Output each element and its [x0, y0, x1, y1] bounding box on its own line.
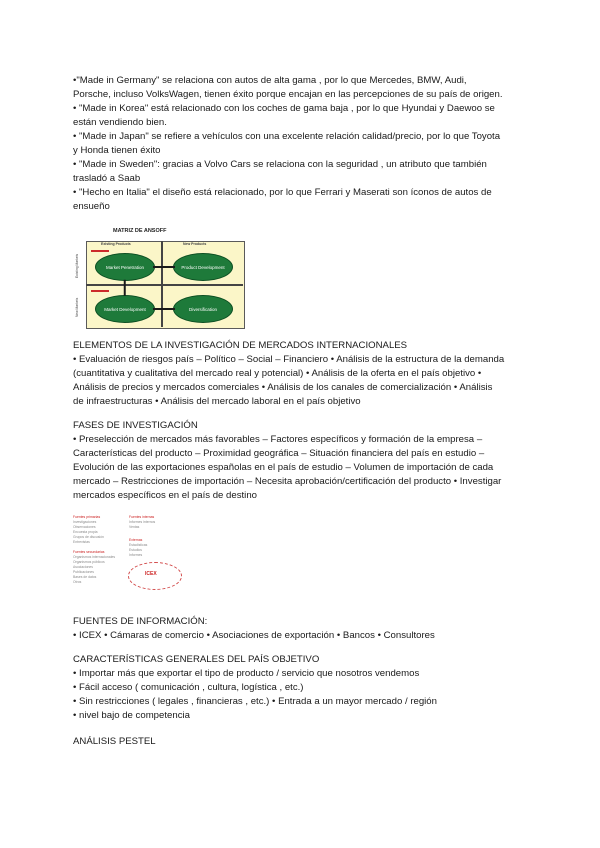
section-line: mercado – Restricciones de importación – Necesita aprobación/certificación del producto • Investigar [73, 476, 502, 487]
figure-item: Estadísticas [129, 543, 148, 547]
figure-item: Bases de datos [73, 575, 97, 579]
figure-item: Organismos públicos [73, 560, 105, 564]
intro-line: ensueño [73, 201, 110, 212]
intro-line: • "Hecho en Italia" el diseño está relacionado, por lo que Ferrari y Maserati son íconos de autos de [73, 187, 492, 198]
figure-item: Otros [73, 580, 82, 584]
section-elementos [73, 339, 533, 409]
ansoff-divider-v [161, 241, 163, 327]
section-line: (cuantitativa y cualitativa del mercado real y potencial) • Análisis de la oferta en el país objetivo • [73, 368, 482, 379]
figure-item: Grupos de discusión [73, 535, 104, 539]
section-line: Análisis de precios y mercados comerciales • Análisis de los canales de comercialización • Análisis [73, 382, 493, 393]
section-line: • ICEX • Cámaras de comercio • Asociaciones de exportación • Bancos • Consultores [73, 630, 435, 641]
figure-item: Entrevistas [73, 540, 90, 544]
figure-item: Observaciones [73, 525, 96, 529]
section-heading: FASES DE INVESTIGACIÓN [73, 420, 198, 431]
ansoff-matrix-figure [73, 226, 245, 329]
section-line: Características del producto – Proximidad geográfica – Situación financiera del país en estudio – [73, 448, 485, 459]
figure-item: Investigaciones [73, 520, 97, 524]
intro-line: • "Made in Korea" está relacionado con los coches de gama baja , por lo que Hyundai y Daewoo se [73, 103, 495, 114]
ansoff-divider-h [86, 284, 243, 286]
section-line: Evolución de las exportaciones españolas en el país de estudio – Volumen de importación de cada [73, 462, 494, 473]
intro-line: y Honda tienen éxito [73, 145, 161, 156]
figure-item: Publicaciones [73, 570, 94, 574]
intro-paragraph [73, 74, 533, 214]
ansoff-arrow [153, 266, 175, 268]
document-page [73, 74, 533, 749]
ansoff-col-existing: Existing Products [101, 242, 131, 246]
section-heading: ELEMENTOS DE LA INVESTIGACIÓN DE MERCADOS INTERNACIONALES [73, 340, 408, 351]
ansoff-red-marker [91, 250, 109, 252]
section-line: mercados específicos en el país de destino [73, 490, 257, 501]
intro-line: están vendiendo bien. [73, 117, 167, 128]
section-line: • Importar más que exportar el tipo de producto / servicio que nosotros vendemos [73, 668, 420, 679]
figure-item: Encuesta propia [73, 530, 98, 534]
section-line: • Sin restricciones ( legales , financieras , etc.) • Entrada a un mayor mercado / región [73, 696, 437, 707]
section-heading: CARACTERÍSTICAS GENERALES DEL PAÍS OBJETIVO [73, 654, 320, 665]
intro-line: • "Made in Japan" se refiere a vehículos con una excelente relación calidad/precio, por lo que Toyota [73, 131, 501, 142]
section-heading: FUENTES DE INFORMACIÓN: [73, 616, 208, 627]
figure-item: Informes internos [129, 520, 156, 524]
ansoff-title: MATRIZ DE ANSOFF [113, 228, 167, 234]
figure-item: Informes [129, 553, 143, 557]
ansoff-red-marker [91, 290, 109, 292]
intro-line: Porsche, incluso VolksWagen, tienen éxito porque encajan en las percepciones de su país de origen. [73, 89, 503, 100]
section-line: • nivel bajo de competencia [73, 710, 190, 721]
ansoff-cell-diversification: Diversification [173, 295, 233, 323]
ansoff-row-existing: Existing Markets [75, 253, 79, 279]
intro-line: • "Made in Sweden": gracias a Volvo Cars se relaciona con la seguridad , un atributo que también [73, 159, 487, 170]
section-caracteristicas [73, 653, 533, 723]
intro-line: trasladó a Saab [73, 173, 141, 184]
ansoff-arrow [153, 308, 175, 310]
ansoff-row-new: New Markets [75, 297, 79, 317]
section-line: • Preselección de mercados más favorables – Factores específicos y formación de la empresa – [73, 434, 483, 445]
figure-red-heading: Fuentes internas [129, 515, 155, 519]
section-line: • Evaluación de riesgos país – Político – Social – Financiero • Análisis de la estructura de la demanda [73, 354, 505, 365]
ansoff-arrow [124, 280, 126, 296]
section-heading-pestel: ANÁLISIS PESTEL [73, 736, 156, 747]
figure-red-heading: Fuentes primarias [73, 515, 101, 519]
ansoff-cell-market-development: Market Development [95, 295, 155, 323]
figure-red-heading: Externas [129, 538, 143, 542]
section-line: de infraestructuras • Análisis del mercado laboral en el país objetivo [73, 396, 361, 407]
stamp-label: ICEX [145, 571, 157, 577]
ansoff-col-new: New Products [183, 242, 207, 246]
figure-item: Asociaciones [73, 565, 93, 569]
figure-right-column [129, 515, 189, 558]
figure-item: Ventas [129, 525, 140, 529]
intro-line: •"Made in Germany" se relaciona con autos de alta gama , por lo que Mercedes, BMW, Audi, [73, 75, 467, 86]
information-sources-figure [73, 515, 245, 605]
section-fases [73, 419, 533, 503]
figure-item: Organismos internacionales [73, 555, 116, 559]
ansoff-cell-product-development: Product Development [173, 253, 233, 281]
section-line: • Fácil acceso ( comunicación , cultura, logística , etc.) [73, 682, 304, 693]
ansoff-cell-market-penetration: Market Penetration [95, 253, 155, 281]
section-fuentes [73, 615, 533, 643]
figure-red-heading: Fuentes secundarias [73, 550, 105, 554]
figure-item: Estudios [129, 548, 143, 552]
stamp-mark [128, 562, 182, 590]
figure-left-column [73, 515, 128, 585]
